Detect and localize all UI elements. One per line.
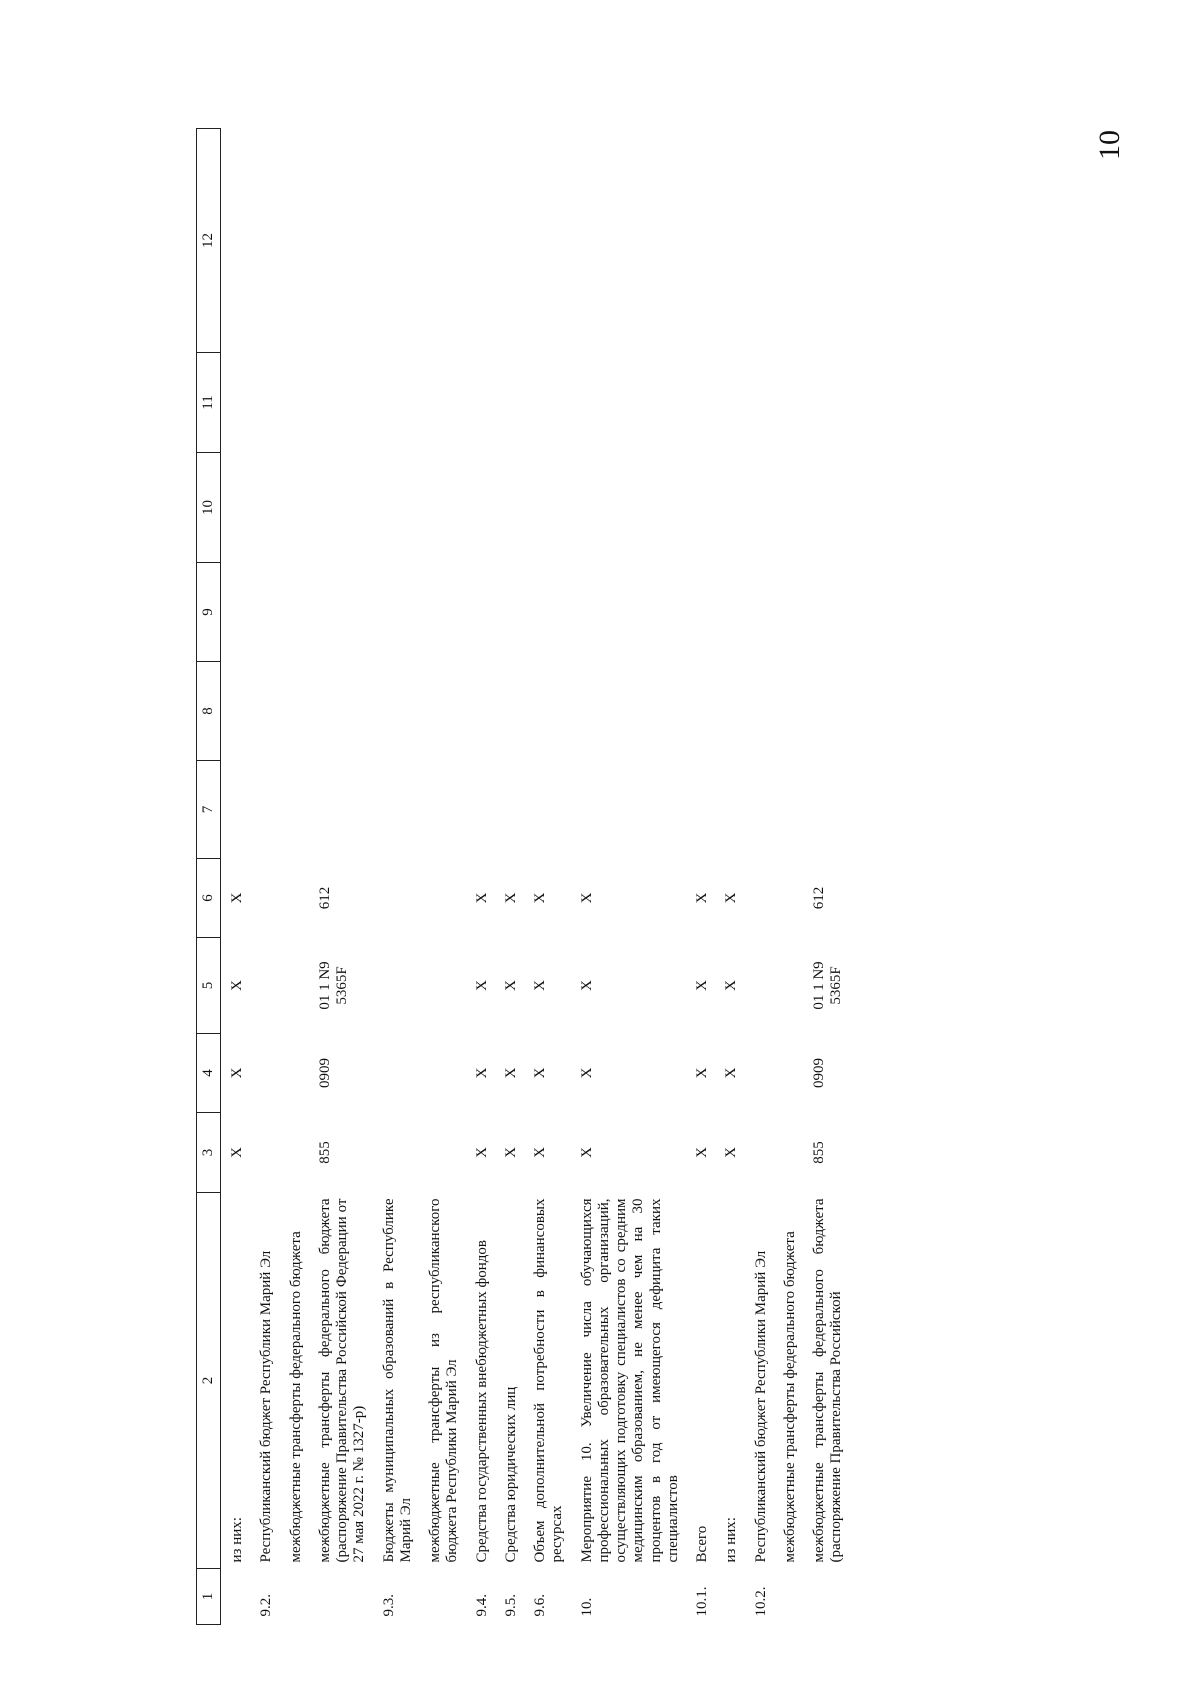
cell-col-4: X	[502, 1067, 519, 1079]
cell-col-11	[280, 353, 309, 453]
cell-col-10	[466, 453, 495, 563]
cell-col-9	[280, 563, 309, 662]
cell-col-4	[373, 1034, 420, 1113]
cell-col-5: X	[473, 980, 490, 991]
table-row	[571, 129, 687, 1625]
cell-col-12	[466, 129, 495, 353]
cell-col-11	[571, 353, 687, 453]
table-row	[524, 129, 571, 1625]
cell-col-9	[419, 563, 466, 662]
cell-col-4: X	[229, 1067, 245, 1079]
cell-col-7	[309, 761, 373, 859]
cell-col-7	[803, 761, 850, 859]
row-description: Республиканский бюджет Республики Марий Эл	[258, 1250, 275, 1563]
cell-col-11	[715, 353, 744, 453]
cell-col-12	[280, 129, 309, 353]
cell-col-10	[221, 453, 251, 563]
cell-col-6	[373, 859, 420, 938]
table-row	[495, 129, 524, 1625]
cell-col-9	[803, 563, 850, 662]
table-row	[250, 129, 279, 1625]
column-header-8: 8	[197, 662, 221, 761]
table-row	[309, 129, 373, 1625]
row-number: 10.1.	[694, 1586, 710, 1617]
column-header-9: 9	[197, 563, 221, 662]
cell-col-8	[686, 662, 715, 761]
cell-col-5: 01 1 N9 5365F	[811, 961, 845, 1010]
cell-col-12	[774, 129, 803, 353]
cell-col-5: X	[229, 980, 245, 991]
cell-col-8	[250, 662, 279, 761]
cell-col-11	[745, 353, 774, 453]
header-row	[197, 129, 221, 1625]
cell-col-7	[495, 761, 524, 859]
row-number	[419, 1569, 466, 1625]
cell-col-9	[250, 563, 279, 662]
cell-col-7	[774, 761, 803, 859]
row-number: 9.3.	[380, 1594, 397, 1617]
row-description: Средства юридических лиц	[502, 1386, 519, 1563]
cell-col-10	[250, 453, 279, 563]
cell-col-6: X	[229, 892, 245, 904]
cell-col-4: X	[578, 1067, 595, 1079]
cell-col-6: X	[532, 892, 548, 904]
cell-col-3: 855	[316, 1141, 333, 1164]
row-number: 9.5.	[502, 1594, 519, 1617]
cell-col-6: X	[694, 892, 710, 904]
cell-col-4: X	[473, 1067, 490, 1079]
table-header	[197, 129, 221, 1625]
cell-col-4: 0909	[316, 1058, 333, 1088]
cell-col-8	[571, 662, 687, 761]
cell-col-8	[745, 662, 774, 761]
table-row	[466, 129, 495, 1625]
cell-col-8	[309, 662, 373, 761]
cell-col-10	[803, 453, 850, 563]
cell-col-9	[686, 563, 715, 662]
cell-col-5: 01 1 N9 5365F	[316, 961, 350, 1010]
row-description: Республиканский бюджет Республики Марий Эл	[752, 1250, 769, 1563]
cell-col-9	[221, 563, 251, 662]
cell-col-6	[250, 859, 279, 938]
cell-col-11	[774, 353, 803, 453]
cell-col-3: 855	[811, 1141, 827, 1164]
row-number: 10.	[578, 1597, 595, 1617]
budget-table	[196, 128, 850, 1625]
table-row	[419, 129, 466, 1625]
table-body	[221, 129, 850, 1625]
cell-col-12	[803, 129, 850, 353]
cell-col-6: X	[502, 892, 519, 904]
cell-col-3	[373, 1113, 420, 1193]
column-header-6: 6	[197, 859, 221, 938]
column-header-7: 7	[197, 761, 221, 859]
page-number: 10	[1093, 130, 1126, 160]
row-description: межбюджетные трансферты из республиканского бюджета Республики Марий Эл	[427, 1198, 461, 1563]
cell-col-12	[571, 129, 687, 353]
cell-col-8	[466, 662, 495, 761]
row-number	[309, 1569, 373, 1625]
cell-col-12	[419, 129, 466, 353]
cell-col-3: X	[578, 1147, 595, 1158]
row-number	[715, 1569, 744, 1625]
cell-col-4	[774, 1034, 803, 1113]
cell-col-6	[419, 859, 466, 938]
cell-col-10	[495, 453, 524, 563]
cell-col-11	[495, 353, 524, 453]
row-description: межбюджетные трансферты федерального бюджета (распоряжение Правительства Российской	[811, 1198, 845, 1563]
cell-col-5	[373, 938, 420, 1034]
row-description: межбюджетные трансферты федерального бюджета	[287, 1231, 304, 1563]
cell-col-4	[745, 1034, 774, 1113]
cell-col-10	[419, 453, 466, 563]
cell-col-8	[221, 662, 251, 761]
table-row	[745, 129, 774, 1625]
column-header-12: 12	[197, 129, 221, 353]
cell-col-5	[774, 938, 803, 1034]
cell-col-4: X	[532, 1067, 548, 1079]
cell-col-10	[373, 453, 420, 563]
cell-col-9	[715, 563, 744, 662]
cell-col-8	[495, 662, 524, 761]
cell-col-11	[309, 353, 373, 453]
cell-col-8	[524, 662, 571, 761]
cell-col-8	[774, 662, 803, 761]
cell-col-7	[745, 761, 774, 859]
column-header-10: 10	[197, 453, 221, 563]
cell-col-10	[715, 453, 744, 563]
cell-col-7	[221, 761, 251, 859]
cell-col-6	[745, 859, 774, 938]
cell-col-5: X	[694, 980, 710, 991]
cell-col-10	[686, 453, 715, 563]
cell-col-10	[309, 453, 373, 563]
cell-col-8	[715, 662, 744, 761]
row-number	[221, 1569, 251, 1625]
cell-col-8	[373, 662, 420, 761]
cell-col-11	[686, 353, 715, 453]
row-description: из них:	[229, 1517, 245, 1563]
cell-col-3	[419, 1113, 466, 1193]
cell-col-6	[280, 859, 309, 938]
row-number	[774, 1569, 803, 1625]
row-description: Мероприятие 10. Увеличение числа обучающихся профессиональных образовательных организаций, осуществляющих подготовку специалистов со средним медицинским образованием, не менее чем на 30 процентов в год от имеющегося дефицита таких специалистов	[578, 1198, 681, 1563]
cell-col-6: 612	[811, 886, 827, 910]
cell-col-12	[373, 129, 420, 353]
cell-col-12	[250, 129, 279, 353]
cell-col-4: X	[723, 1067, 740, 1079]
cell-col-5: X	[502, 980, 519, 991]
cell-col-7	[686, 761, 715, 859]
table-row	[280, 129, 309, 1625]
cell-col-3	[250, 1113, 279, 1193]
cell-col-7	[466, 761, 495, 859]
table-row	[686, 129, 715, 1625]
cell-col-7	[524, 761, 571, 859]
cell-col-9	[373, 563, 420, 662]
cell-col-10	[774, 453, 803, 563]
cell-col-11	[419, 353, 466, 453]
column-header-5: 5	[197, 938, 221, 1034]
column-header-11: 11	[197, 353, 221, 453]
row-description: Объем дополнительной потребности в финансовых ресурсах	[532, 1198, 566, 1563]
row-description: межбюджетные трансферты федерального бюджета	[781, 1231, 798, 1563]
cell-col-5: X	[578, 980, 595, 991]
cell-col-11	[250, 353, 279, 453]
cell-col-3: X	[502, 1147, 519, 1158]
cell-col-7	[419, 761, 466, 859]
cell-col-9	[309, 563, 373, 662]
cell-col-3: X	[532, 1147, 548, 1158]
cell-col-5	[250, 938, 279, 1034]
table-row	[221, 129, 251, 1625]
cell-col-5	[745, 938, 774, 1034]
row-number	[280, 1569, 309, 1625]
cell-col-9	[745, 563, 774, 662]
cell-col-5: X	[723, 980, 740, 991]
table-row	[803, 129, 850, 1625]
cell-col-5: X	[532, 980, 548, 991]
column-header-4: 4	[197, 1034, 221, 1113]
cell-col-11	[524, 353, 571, 453]
cell-col-3	[745, 1113, 774, 1193]
cell-col-6	[774, 859, 803, 938]
cell-col-9	[466, 563, 495, 662]
cell-col-4: 0909	[811, 1058, 827, 1088]
cell-col-10	[571, 453, 687, 563]
row-number: 10.2.	[752, 1586, 769, 1617]
cell-col-9	[495, 563, 524, 662]
row-description: Всего	[694, 1525, 710, 1563]
cell-col-10	[280, 453, 309, 563]
table-row	[774, 129, 803, 1625]
cell-col-7	[280, 761, 309, 859]
row-description: из них:	[723, 1517, 740, 1563]
column-header-1: 1	[197, 1569, 221, 1625]
row-description: Средства государственных внебюджетных фондов	[473, 1240, 490, 1563]
cell-col-12	[686, 129, 715, 353]
cell-col-3	[774, 1113, 803, 1193]
cell-col-7	[250, 761, 279, 859]
rotated-page	[196, 129, 1196, 1625]
cell-col-7	[571, 761, 687, 859]
cell-col-4	[419, 1034, 466, 1113]
cell-col-9	[571, 563, 687, 662]
cell-col-11	[221, 353, 251, 453]
cell-col-4: X	[694, 1067, 710, 1079]
cell-col-6: 612	[316, 886, 333, 910]
table-row	[715, 129, 744, 1625]
row-number	[803, 1569, 850, 1625]
row-description: межбюджетные трансферты федерального бюджета (распоряжение Правительства Российской Федерации от 27 мая 2022 г. № 1327-р)	[316, 1198, 368, 1563]
cell-col-12	[524, 129, 571, 353]
cell-col-6: X	[723, 892, 740, 904]
cell-col-12	[309, 129, 373, 353]
cell-col-10	[524, 453, 571, 563]
cell-col-8	[419, 662, 466, 761]
cell-col-8	[280, 662, 309, 761]
column-header-2: 2	[197, 1193, 221, 1569]
cell-col-3: X	[694, 1147, 710, 1158]
cell-col-3: X	[229, 1147, 245, 1158]
cell-col-8	[803, 662, 850, 761]
cell-col-12	[221, 129, 251, 353]
cell-col-3: X	[723, 1147, 740, 1158]
cell-col-7	[373, 761, 420, 859]
cell-col-11	[466, 353, 495, 453]
cell-col-12	[715, 129, 744, 353]
cell-col-6: X	[473, 892, 490, 904]
cell-col-7	[715, 761, 744, 859]
cell-col-6: X	[578, 892, 595, 904]
cell-col-3: X	[473, 1147, 490, 1158]
row-description: Бюджеты муниципальных образований в Республике Марий Эл	[380, 1198, 414, 1563]
cell-col-12	[745, 129, 774, 353]
cell-col-11	[373, 353, 420, 453]
cell-col-5	[280, 938, 309, 1034]
row-number: 9.6.	[532, 1594, 548, 1617]
row-number: 9.2.	[258, 1594, 275, 1617]
cell-col-10	[745, 453, 774, 563]
cell-col-3	[280, 1113, 309, 1193]
cell-col-12	[495, 129, 524, 353]
cell-col-4	[280, 1034, 309, 1113]
cell-col-9	[774, 563, 803, 662]
table-row	[373, 129, 420, 1625]
row-number: 9.4.	[473, 1594, 490, 1617]
column-header-3: 3	[197, 1113, 221, 1193]
cell-col-9	[524, 563, 571, 662]
cell-col-4	[250, 1034, 279, 1113]
cell-col-5	[419, 938, 466, 1034]
cell-col-11	[803, 353, 850, 453]
